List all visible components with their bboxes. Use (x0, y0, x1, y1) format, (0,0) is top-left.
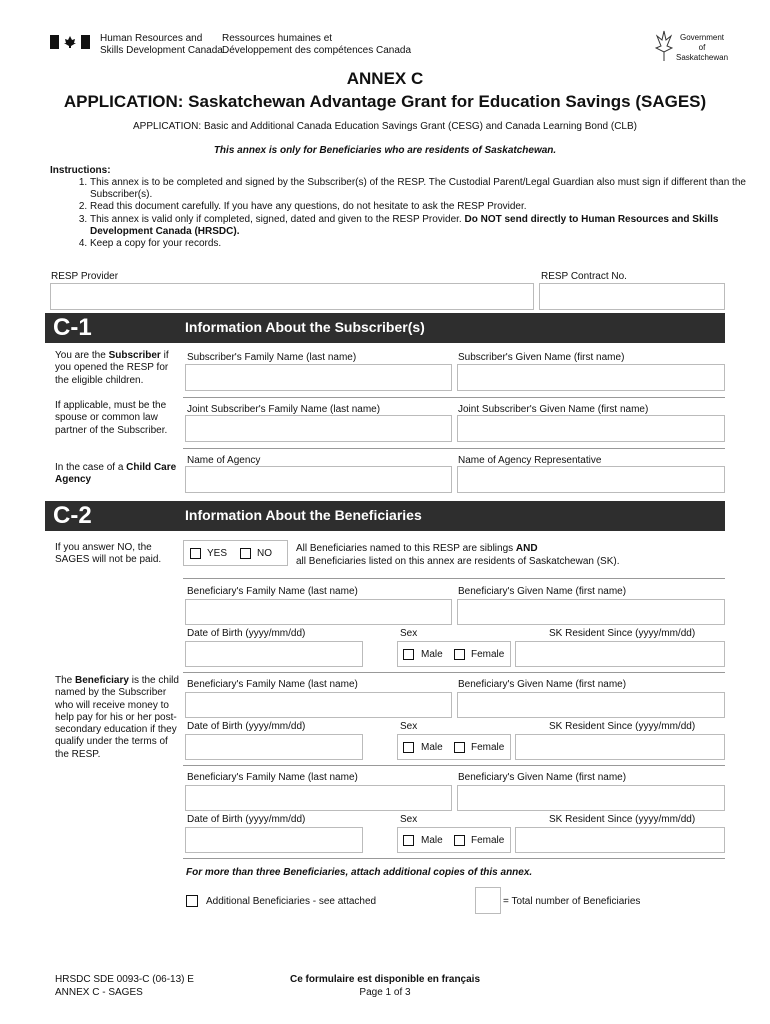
answer-no-note: If you answer NO, the SAGES will not be paid. (55, 542, 162, 566)
divider (183, 578, 725, 579)
subscriber-given-field[interactable] (457, 364, 725, 391)
joint-subscriber-note: If applicable, must be the spouse or common law partner of the Subscriber. (55, 400, 168, 436)
siblings-statement: All Beneficiaries named to this RESP are siblings AND all Beneficiaries listed on this annex are residents of Saskatchewan (SK). (296, 543, 620, 567)
beneficiary-3-family-field[interactable] (185, 785, 452, 811)
total-beneficiaries-field[interactable] (475, 887, 501, 914)
joint-family-label: Joint Subscriber's Family Name (last name) (187, 404, 381, 415)
agency-name-label: Name of Agency (187, 455, 261, 466)
application-title: APPLICATION: Saskatchewan Advantage Grant for Education Savings (SAGES) (63, 92, 707, 111)
sex-label: Sex (400, 721, 418, 732)
eligibility-notice: This annex is only for Beneficiaries who are residents of Saskatchewan. (213, 145, 557, 156)
beneficiary-3-dob-field[interactable] (185, 827, 363, 853)
beneficiary-2-sk-resident-field[interactable] (515, 734, 725, 760)
beneficiary-given-label: Beneficiary's Given Name (first name) (458, 586, 627, 597)
dob-label: Date of Birth (yyyy/mm/dd) (187, 814, 306, 825)
department-name-french: Ressources humaines et Développement des compétences Canada (222, 33, 412, 56)
sk-resident-label: SK Resident Since (yyyy/mm/dd) (549, 628, 696, 639)
section-c1-header (45, 313, 725, 343)
instruction-item: 1. This annex is to be completed and signed by the Subscriber(s) of the RESP. The Custodial Parent/Legal Guardian also must sign if different than the Subscriber(s). (90, 177, 760, 201)
canada-flag-icon (50, 35, 90, 49)
section-c2-header (45, 501, 725, 531)
beneficiary-1-given-field[interactable] (457, 599, 725, 625)
beneficiary-1-male-checkbox[interactable] (403, 649, 414, 660)
yes-label: YES (207, 548, 228, 559)
resp-provider-field[interactable] (50, 283, 534, 310)
annex-title: ANNEX C (346, 69, 424, 88)
saskatchewan-logo-icon (655, 30, 673, 62)
beneficiary-1-sk-resident-field[interactable] (515, 641, 725, 667)
joint-given-field[interactable] (457, 415, 725, 442)
additional-beneficiaries-checkbox[interactable] (186, 895, 198, 907)
total-beneficiaries-label: = Total number of Beneficiaries (503, 896, 641, 907)
beneficiary-given-label: Beneficiary's Given Name (first name) (458, 772, 627, 783)
subscriber-family-field[interactable] (185, 364, 452, 391)
subscriber-note: You are the Subscriber if you opened the RESP for the eligible children. (55, 350, 169, 386)
instructions-heading: Instructions: (50, 165, 111, 176)
divider (183, 672, 725, 673)
sex-label: Sex (400, 814, 418, 825)
beneficiary-3-sk-resident-field[interactable] (515, 827, 725, 853)
department-name-english: Human Resources and Skills Development Canada (100, 33, 223, 56)
subscriber-given-label: Subscriber's Given Name (first name) (458, 352, 625, 363)
no-label: NO (257, 548, 272, 559)
instruction-item: 4. Keep a copy for your records. (90, 238, 760, 250)
beneficiary-3-female-checkbox[interactable] (454, 835, 465, 846)
beneficiary-1-family-field[interactable] (185, 599, 452, 625)
more-beneficiaries-note: For more than three Beneficiaries, attach additional copies of this annex. (186, 867, 533, 878)
beneficiary-given-label: Beneficiary's Given Name (first name) (458, 679, 627, 690)
beneficiary-2-given-field[interactable] (457, 692, 725, 718)
divider (183, 858, 725, 859)
instruction-item: 2. Read this document carefully. If you have any questions, do not hesitate to ask the RESP Provider. (90, 201, 760, 213)
beneficiary-2-male-checkbox[interactable] (403, 742, 414, 753)
beneficiary-1-female-checkbox[interactable] (454, 649, 465, 660)
yes-checkbox[interactable] (190, 548, 201, 559)
beneficiary-family-label: Beneficiary's Family Name (last name) (187, 772, 358, 783)
dob-label: Date of Birth (yyyy/mm/dd) (187, 628, 306, 639)
agency-note: In the case of a Child Care Agency (55, 462, 177, 486)
resp-contract-label: RESP Contract No. (541, 271, 627, 282)
instructions-list (60, 177, 760, 250)
no-checkbox[interactable] (240, 548, 251, 559)
divider (183, 448, 725, 449)
male-label: Male (421, 835, 443, 846)
beneficiary-family-label: Beneficiary's Family Name (last name) (187, 586, 358, 597)
application-subtitle: APPLICATION: Basic and Additional Canada Education Savings Grant (CESG) and Canada Learning Bond (CLB) (133, 121, 637, 132)
footer-center: Ce formulaire est disponible en français Page 1 of 3 (289, 974, 481, 998)
section-title: Information About the Beneficiaries (185, 507, 422, 523)
beneficiary-2-family-field[interactable] (185, 692, 452, 718)
dob-label: Date of Birth (yyyy/mm/dd) (187, 721, 306, 732)
joint-family-field[interactable] (185, 415, 452, 442)
divider (183, 397, 725, 398)
female-label: Female (471, 649, 505, 660)
section-title: Information About the Subscriber(s) (185, 319, 425, 335)
male-label: Male (421, 742, 443, 753)
beneficiary-2-female-checkbox[interactable] (454, 742, 465, 753)
male-label: Male (421, 649, 443, 660)
subscriber-family-label: Subscriber's Family Name (last name) (187, 352, 357, 363)
beneficiary-note: The Beneficiary is the child named by the Subscriber who will receive money to help pay for his or her post-secondary education if they qualify under the terms of the RESP. (55, 675, 179, 760)
additional-beneficiaries-label: Additional Beneficiaries - see attached (206, 896, 377, 907)
beneficiary-family-label: Beneficiary's Family Name (last name) (187, 679, 358, 690)
government-of-saskatchewan: Government of Saskatchewan (675, 33, 729, 62)
resp-contract-field[interactable] (539, 283, 725, 310)
female-label: Female (471, 835, 505, 846)
female-label: Female (471, 742, 505, 753)
beneficiary-2-dob-field[interactable] (185, 734, 363, 760)
resp-provider-label: RESP Provider (51, 271, 119, 282)
form-code: HRSDC SDE 0093-C (06-13) E ANNEX C - SAGES (55, 974, 194, 998)
section-number: C-2 (53, 502, 92, 529)
beneficiary-3-given-field[interactable] (457, 785, 725, 811)
agency-rep-field[interactable] (457, 466, 725, 493)
joint-given-label: Joint Subscriber's Given Name (first name) (458, 404, 649, 415)
beneficiary-1-dob-field[interactable] (185, 641, 363, 667)
beneficiary-3-male-checkbox[interactable] (403, 835, 414, 846)
agency-rep-label: Name of Agency Representative (458, 455, 602, 466)
sex-label: Sex (400, 628, 418, 639)
sk-resident-label: SK Resident Since (yyyy/mm/dd) (549, 814, 696, 825)
sk-resident-label: SK Resident Since (yyyy/mm/dd) (549, 721, 696, 732)
divider (183, 765, 725, 766)
instruction-item: 3. This annex is valid only if completed, signed, dated and given to the RESP Provider. Do NOT send directly to Human Resources and Skills Development Canada (HRSDC). (90, 214, 760, 238)
section-number: C-1 (53, 314, 92, 341)
agency-name-field[interactable] (185, 466, 452, 493)
